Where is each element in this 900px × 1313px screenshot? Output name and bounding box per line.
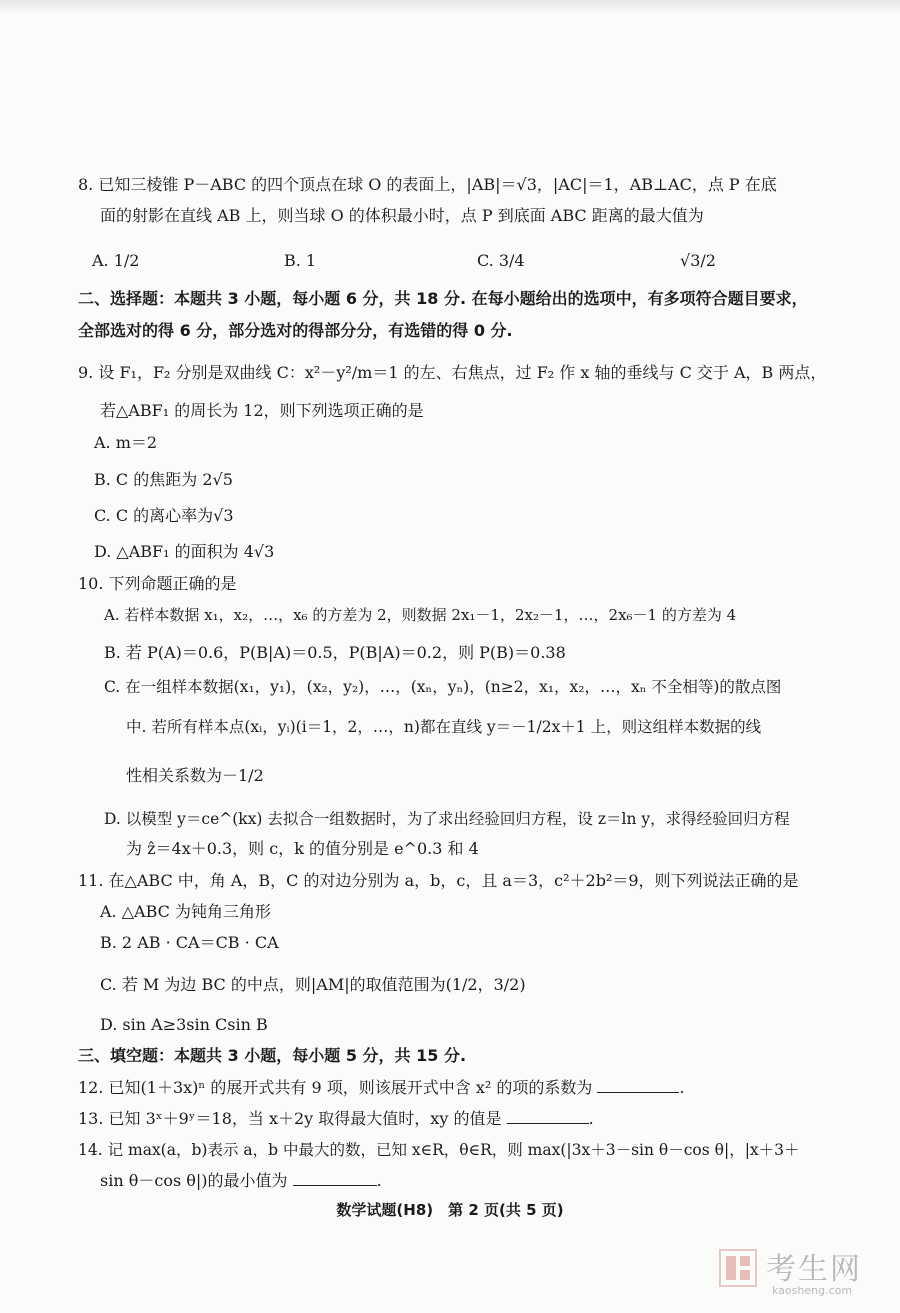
q14-answer-blank[interactable] [293, 1171, 377, 1186]
q9-line1: 9. 设 F₁，F₂ 分别是双曲线 C：x²－y²/m＝1 的左、右焦点，过 F₂ 作 x 轴的垂线与 C 交于 A，B 两点， [78, 363, 827, 382]
q12-period: . [679, 1078, 685, 1097]
watermark-text: 考生网 [766, 1252, 862, 1287]
q14-text: sin θ－cos θ|)的最小值为 [100, 1171, 288, 1190]
q9-option-c: C. C 的离心率为√3 [94, 506, 234, 525]
q12-text: 12. 已知(1＋3x)ⁿ 的展开式共有 9 项，则该展开式中含 x² 的项的系数为 [78, 1078, 593, 1097]
q8-line1: 8. 已知三棱锥 P－ABC 的四个顶点在球 O 的表面上，|AB|＝√3，|AC|＝1，AB⊥AC，点 P 在底 [78, 175, 777, 194]
q9-line2: 若△ABF₁ 的周长为 12，则下列选项正确的是 [100, 401, 424, 420]
q14-line1: 14. 记 max(a，b)表示 a，b 中最大的数，已知 x∈R，θ∈R，则 max(|3x＋3－sin θ－cos θ|，|x＋3＋ [78, 1141, 800, 1159]
watermark-url: kaosheng.com [772, 1284, 853, 1297]
q8-option-a: A. 1/2 [92, 251, 140, 270]
q13-text: 13. 已知 3ˣ＋9ʸ＝18，当 x＋2y 取得最大值时，xy 的值是 [78, 1109, 502, 1128]
q14-period: . [376, 1171, 382, 1190]
q8-option-d: √3/2 [680, 251, 716, 270]
section2-line2: 全部选对的得 6 分，部分选对的得部分分，有选错的得 0 分. [78, 321, 513, 340]
q11-option-d: D. sin A≥3sin Csin B [100, 1015, 268, 1034]
q9-option-d: D. △ABF₁ 的面积为 4√3 [94, 542, 275, 561]
q10-option-d-line1: D. 以模型 y＝ce^(kx) 去拟合一组数据时，为了求出经验回归方程，设 z＝ln y，求得经验回归方程 [104, 810, 790, 828]
page-footer: 数学试题(H8) 第 2 页(共 5 页) [336, 1201, 564, 1219]
section2-line1: 二、选择题：本题共 3 小题，每小题 6 分，共 18 分. 在每小题给出的选项中，有多项符合题目要求， [78, 289, 808, 308]
q10-option-d-line2: 为 ẑ＝4x＋0.3，则 c，k 的值分别是 e^0.3 和 4 [126, 839, 479, 858]
q10-option-c-line3: 性相关系数为－1/2 [126, 766, 264, 785]
q11-stem: 11. 在△ABC 中，角 A，B，C 的对边分别为 a，b，c，且 a＝3，c²＋2b²＝9，则下列说法正确的是 [78, 871, 799, 890]
q12-answer-blank[interactable] [597, 1078, 679, 1093]
q11-option-b: B. 2 AB · CA＝CB · CA [100, 933, 279, 952]
kaosheng-logo-icon [718, 1248, 758, 1288]
section3-heading: 三、填空题：本题共 3 小题，每小题 5 分，共 15 分. [78, 1046, 467, 1065]
q10-option-c-line2: 中. 若所有样本点(xᵢ，yᵢ)(i＝1，2，…，n)都在直线 y＝－1/2x＋1 上，则这组样本数据的线 [126, 718, 762, 736]
q10-option-a: A. 若样本数据 x₁，x₂，…，x₆ 的方差为 2，则数据 2x₁－1，2x₂－1，…，2x₆－1 的方差为 4 [104, 606, 737, 624]
q13-line [78, 1108, 594, 1130]
q10-option-b: B. 若 P(A)＝0.6，P(B|A)＝0.5，P(B|A)＝0.2，则 P(B)＝0.38 [104, 643, 566, 662]
q9-option-b: B. C 的焦距为 2√5 [94, 470, 233, 489]
q11-option-c: C. 若 M 为边 BC 的中点，则|AM|的取值范围为(1/2，3/2) [100, 975, 526, 994]
watermark [718, 1244, 893, 1300]
q10-option-c-line1: C. 在一组样本数据(x₁，y₁)，(x₂，y₂)，…，(xₙ，yₙ)，(n≥2，x₁，x₂，…，xₙ 不全相等)的散点图 [104, 678, 782, 696]
q10-stem: 10. 下列命题正确的是 [78, 574, 237, 593]
q8-option-b: B. 1 [284, 251, 317, 270]
q11-option-a: A. △ABC 为钝角三角形 [100, 902, 271, 921]
q8-option-c: C. 3/4 [477, 251, 525, 270]
q13-period: . [588, 1109, 594, 1128]
q9-option-a: A. m＝2 [94, 433, 158, 452]
page-edge [0, 0, 900, 14]
q12-line [78, 1077, 685, 1099]
q14-line2 [100, 1170, 382, 1192]
q8-line2: 面的射影在直线 AB 上，则当球 O 的体积最小时，点 P 到底面 ABC 距离的最大值为 [100, 206, 704, 225]
q13-answer-blank[interactable] [507, 1109, 589, 1124]
